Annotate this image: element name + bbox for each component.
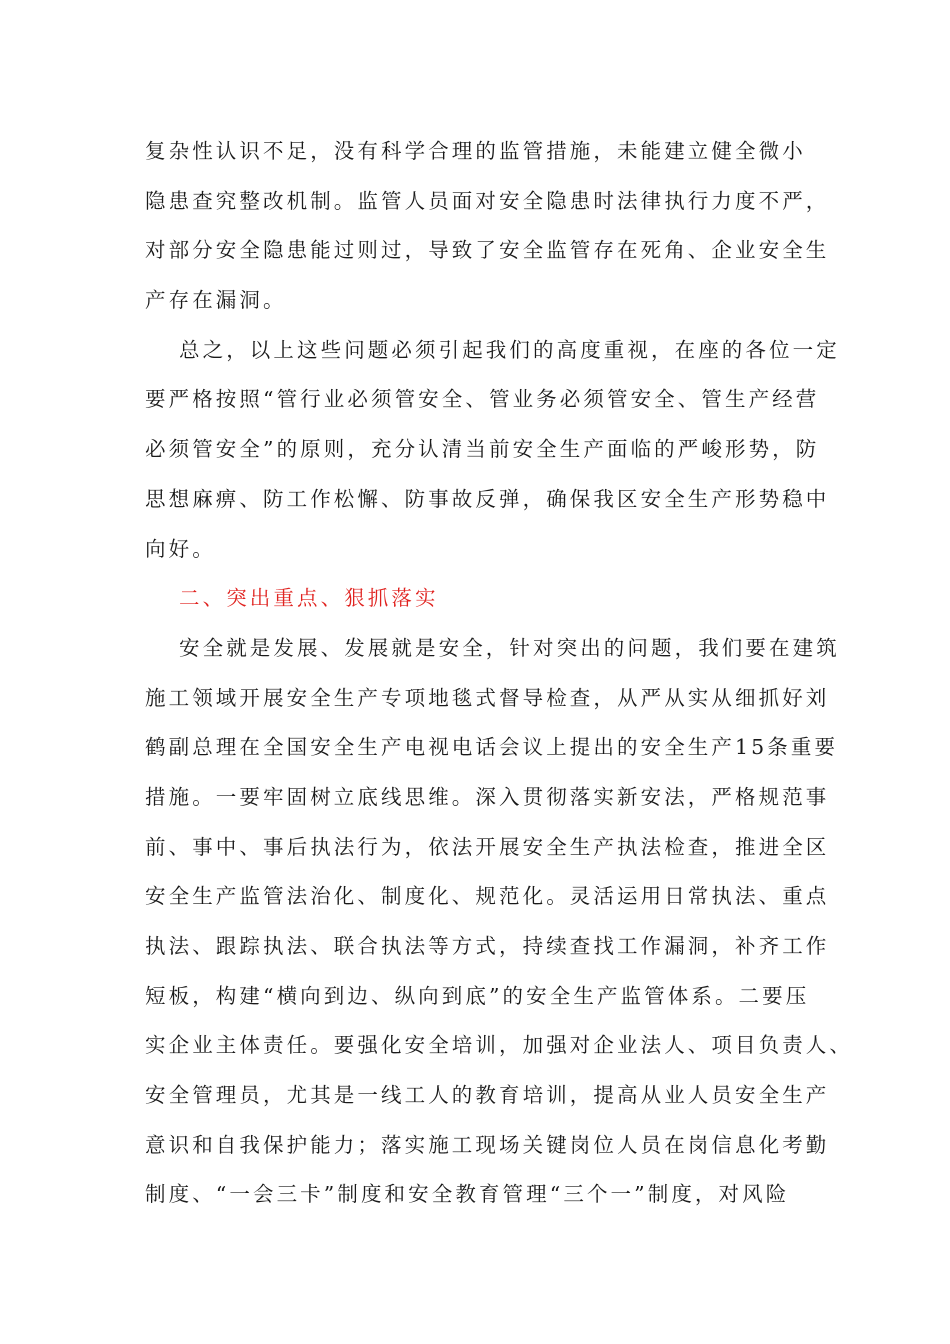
text-line: 思想麻痹、防工作松懈、防事故反弹，确保我区安全生产形势稳中: [145, 486, 830, 511]
text-line: 鹤副总理在全国安全生产电视电话会议上提出的安全生产15条重要: [145, 735, 839, 760]
section-heading: 二、突出重点、狠抓落实: [179, 586, 439, 611]
paragraph-start-line: 安全就是发展、发展就是安全，针对突出的问题，我们要在建筑: [179, 635, 840, 660]
text-line: 实企业主体责任。要强化安全培训，加强对企业法人、项目负责人、: [145, 1033, 853, 1058]
text-line: 意识和自我保护能力；落实施工现场关键岗位人员在岗信息化考勤: [145, 1132, 830, 1157]
text-line: 执法、跟踪执法、联合执法等方式，持续查找工作漏洞，补齐工作: [145, 934, 830, 958]
text-line: 要严格按照“管行业必须管安全、管业务必须管安全、管生产经营: [145, 387, 820, 412]
paragraph-start-line: 总之，以上这些问题必须引起我们的高度重视，在座的各位一定: [179, 337, 840, 362]
text-line: 向好。: [145, 536, 216, 561]
text-line: 施工领域开展安全生产专项地毯式督导检查，从严从实从细抓好刘: [145, 685, 830, 710]
text-line: 产存在漏洞。: [145, 288, 287, 313]
text-line: 安全管理员，尤其是一线工人的教育培训，提高从业人员安全生产: [145, 1083, 830, 1108]
text-line: 短板，构建“横向到边、纵向到底”的安全生产监管体系。二要压: [145, 983, 810, 1008]
text-line: 制度、“一会三卡”制度和安全教育管理“三个一”制度，对风险: [145, 1182, 790, 1207]
text-line: 对部分安全隐患能过则过，导致了安全监管存在死角、企业安全生: [145, 238, 830, 263]
text-line: 安全生产监管法治化、制度化、规范化。灵活运用日常执法、重点: [145, 884, 830, 909]
document-body: [145, 127, 853, 1220]
text-line: 必须管安全”的原则，充分认清当前安全生产面临的严峻形势，防: [145, 437, 820, 462]
text-line: 隐患查究整改机制。监管人员面对安全隐患时法律执行力度不严，: [145, 188, 830, 213]
text-line: 复杂性认识不足，没有科学合理的监管措施，未能建立健全微小: [145, 139, 806, 163]
text-line: 措施。一要牢固树立底线思维。深入贯彻落实新安法，严格规范事: [145, 784, 830, 809]
text-line: 前、事中、事后执法行为，依法开展安全生产执法检查，推进全区: [145, 834, 830, 859]
